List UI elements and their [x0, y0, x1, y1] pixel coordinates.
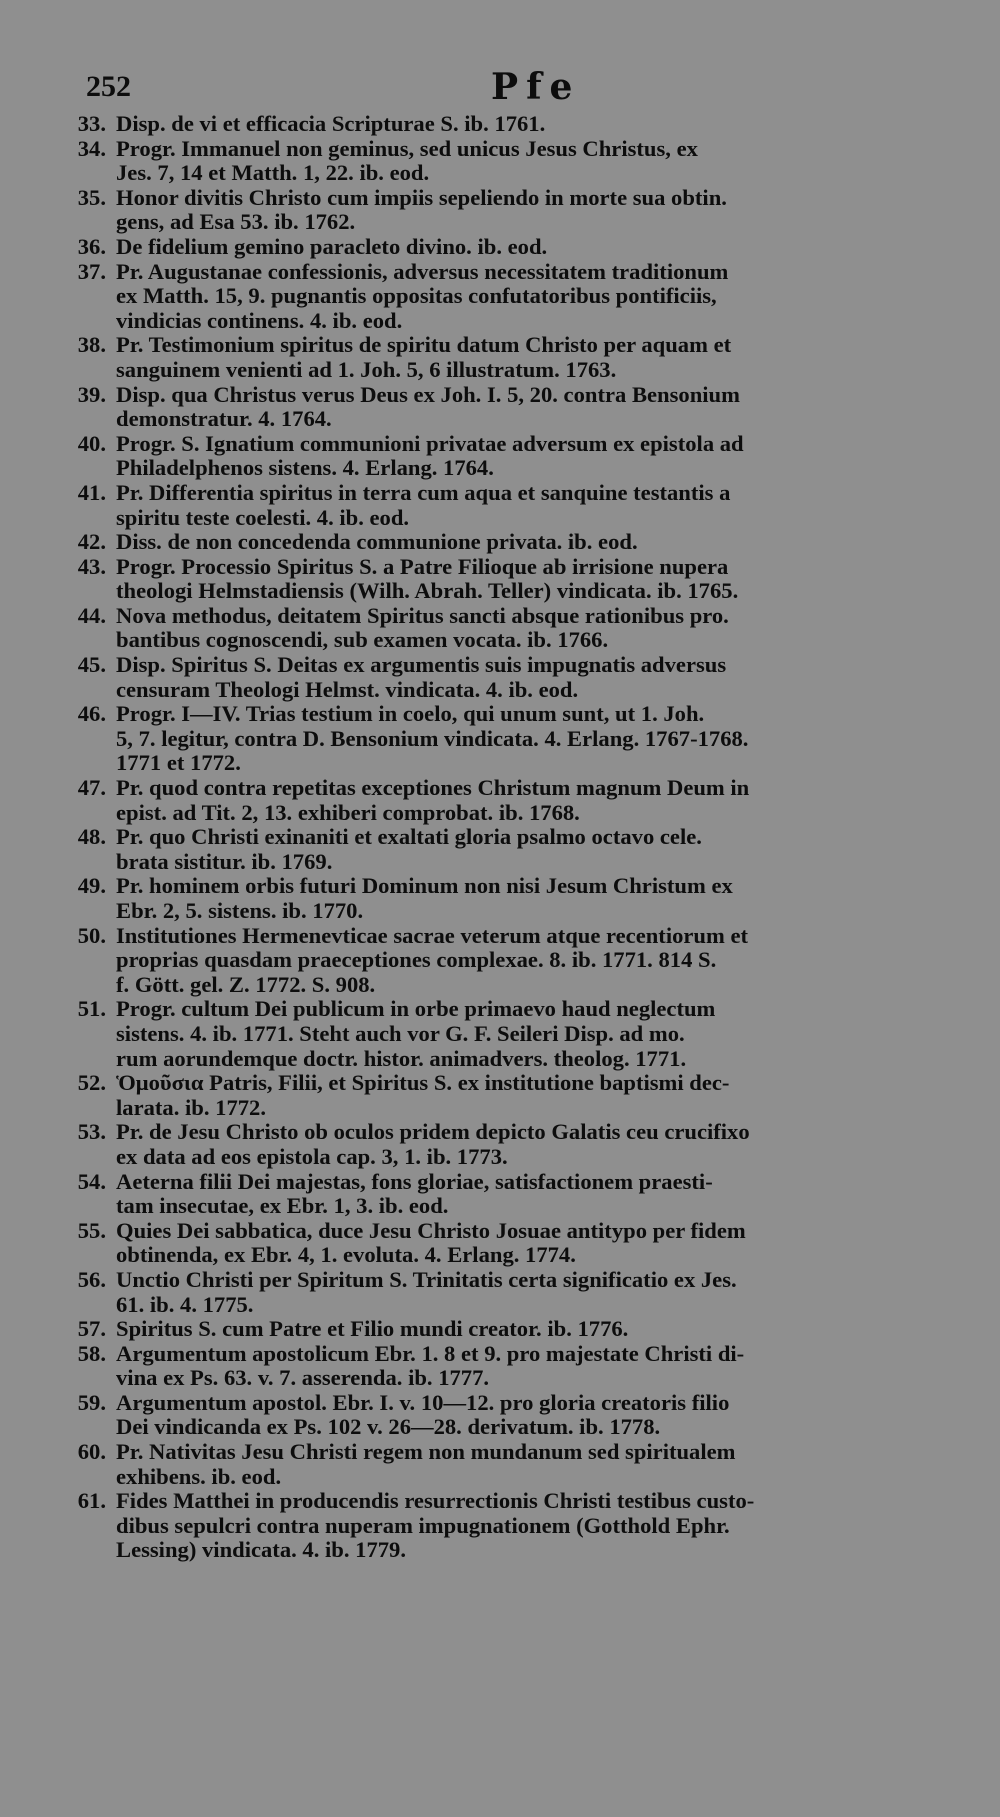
entry-number: 50.: [77, 922, 106, 948]
entry-number: 45.: [77, 652, 106, 678]
bibliography-entry: [50, 235, 962, 260]
entry-text: [116, 1317, 962, 1342]
entry-line: Disp. Spiritus S. Deitas ex argumentis suis impugnatis adversus: [116, 652, 727, 678]
entry-line: Jes. 7, 14 et Matth. 1, 22. ib. eod.: [116, 160, 430, 186]
entry-line: 1771 et 1772.: [116, 750, 241, 776]
entry-line: proprias quasdam praeceptiones complexae. 8. ib. 1771. 814 S.: [116, 947, 717, 973]
entry-number: 40.: [77, 430, 106, 456]
running-head: Pfe: [491, 66, 581, 108]
entry-line: demonstratur. 4. 1764.: [116, 406, 332, 432]
bibliography-entry: [50, 1342, 962, 1391]
entry-text: [116, 604, 962, 653]
bibliography-entry: [50, 1440, 962, 1489]
entry-text: [116, 1489, 962, 1563]
entry-line: Progr. Processio Spiritus S. a Patre Filioque ab irrisione nupera: [116, 553, 729, 579]
entry-line: Aeterna filii Dei majestas, fons gloriae, satisfactionem praesti-: [116, 1168, 713, 1194]
entry-line: Nova methodus, deitatem Spiritus sancti absque rationibus pro.: [116, 602, 729, 628]
entry-line: Pr. Nativitas Jesu Christi regem non mundanum sed spiritualem: [116, 1439, 736, 1465]
entry-line: 5, 7. legitur, contra D. Bensonium vindicata. 4. Erlang. 1767-1768.: [116, 725, 749, 751]
entry-number: 55.: [77, 1217, 106, 1243]
entry-line: Ebr. 2, 5. sistens. ib. 1770.: [116, 898, 364, 923]
entry-number: 34.: [77, 135, 106, 161]
entry-line: De fidelium gemino paracleto divino. ib. eod.: [116, 233, 548, 259]
entry-number: 61.: [77, 1488, 106, 1514]
bibliography-entry: [50, 874, 962, 923]
entry-line: Pr. hominem orbis futuri Dominum non nisi Jesum Christum ex: [116, 873, 733, 899]
entry-number: 44.: [77, 602, 106, 628]
entry-line: Pr. Augustanae confessionis, adversus necessitatem traditionum: [116, 258, 729, 284]
bibliography-entry: [50, 1219, 962, 1268]
entry-text: [116, 653, 962, 702]
bibliography-entry: [50, 383, 962, 432]
entry-number: 53.: [77, 1119, 106, 1145]
entry-text: [116, 1391, 962, 1440]
bibliography-entry: [50, 1268, 962, 1317]
bibliography-entry: [50, 1120, 962, 1169]
bibliography-entry: [50, 997, 962, 1071]
bibliography-entry: [50, 653, 962, 702]
entry-text: [116, 112, 962, 137]
entry-number: 37.: [77, 258, 106, 284]
entry-number: 42.: [77, 529, 106, 555]
entry-text: [116, 924, 962, 998]
entry-line: Diss. de non concedenda communione privata. ib. eod.: [116, 529, 638, 555]
entry-text: [116, 1342, 962, 1391]
entry-line: theologi Helmstadiensis (Wilh. Abrah. Teller) vindicata. ib. 1765.: [116, 578, 739, 604]
entry-number: 43.: [77, 553, 106, 579]
bibliography-entry: [50, 137, 962, 186]
entry-line: Institutiones Hermenevticae sacrae veterum atque recentiorum et: [116, 922, 749, 948]
entry-text: [116, 186, 962, 235]
entry-line: Pr. quo Christi exinaniti et exaltati gloria psalmo octavo cele.: [116, 824, 702, 850]
entry-line: spiritu teste coelesti. 4. ib. eod.: [116, 504, 410, 530]
entry-line: ex data ad eos epistola cap. 3, 1. ib. 1773.: [116, 1143, 508, 1169]
entry-line: gens, ad Esa 53. ib. 1762.: [116, 209, 356, 235]
entry-line: sistens. 4. ib. 1771. Steht auch vor G. F. Seileri Disp. ad mo.: [116, 1020, 685, 1046]
entry-text: [116, 260, 962, 334]
page-header: [86, 66, 976, 110]
bibliography-entry: [50, 186, 962, 235]
entry-number: 38.: [77, 332, 106, 358]
entry-text: [116, 383, 962, 432]
entry-text: [116, 776, 962, 825]
entry-number: 60.: [77, 1439, 106, 1465]
entry-line: Quies Dei sabbatica, duce Jesu Christo Josuae antitypo per fidem: [116, 1217, 746, 1243]
entry-line: Disp. qua Christus verus Deus ex Joh. I. 5, 20. contra Bensonium: [116, 381, 740, 407]
entry-line: Honor divitis Christo cum impiis sepeliendo in morte sua obtin.: [116, 184, 727, 210]
bibliography-list: [50, 112, 962, 1563]
bibliography-entry: [50, 555, 962, 604]
entry-line: brata sistitur. ib. 1769.: [116, 848, 333, 874]
entry-line: tam insecutae, ex Ebr. 1, 3. ib. eod.: [116, 1193, 449, 1219]
entry-number: 57.: [77, 1316, 106, 1342]
entry-line: 61. ib. 4. 1775.: [116, 1291, 254, 1317]
bibliography-entry: [50, 530, 962, 555]
entry-line: Philadelphenos sistens. 4. Erlang. 1764.: [116, 455, 494, 481]
entry-number: 58.: [77, 1340, 106, 1366]
entry-text: [116, 825, 962, 874]
entry-line: Pr. Testimonium spiritus de spiritu datum Christo per aquam et: [116, 332, 732, 358]
entry-line: Progr. Immanuel non geminus, sed unicus Jesus Christus, ex: [116, 135, 698, 161]
entry-line: Pr. quod contra repetitas exceptiones Christum magnum Deum in: [116, 775, 750, 801]
entry-line: Dei vindicanda ex Ps. 102 v. 26—28. derivatum. ib. 1778.: [116, 1414, 661, 1440]
entry-line: Progr. I—IV. Trias testium in coelo, qui unum sunt, ut 1. Joh.: [116, 701, 705, 727]
entry-line: ex Matth. 15, 9. pugnantis oppositas confutatoribus pontificiis,: [116, 283, 717, 309]
bibliography-entry: [50, 112, 962, 137]
entry-number: 35.: [77, 184, 106, 210]
entry-line: vina ex Ps. 63. v. 7. asserenda. ib. 1777.: [116, 1365, 490, 1391]
entry-line: Ὁμοῦσια Patris, Filii, et Spiritus S. ex institutione baptismi dec-: [116, 1070, 730, 1096]
entry-line: Pr. de Jesu Christo ob oculos pridem depicto Galatis ceu crucifixo: [116, 1119, 750, 1145]
entry-text: [116, 530, 962, 555]
entry-text: [116, 333, 962, 382]
bibliography-entry: [50, 604, 962, 653]
entry-line: Progr. cultum Dei publicum in orbe primaevo haud neglectum: [116, 996, 716, 1022]
entry-line: epist. ad Tit. 2, 13. exhiberi comprobat. ib. 1768.: [116, 799, 580, 825]
entry-line: Progr. S. Ignatium communioni privatae adversum ex epistola ad: [116, 430, 744, 456]
entry-text: [116, 481, 962, 530]
entry-text: [116, 1170, 962, 1219]
entry-line: Spiritus S. cum Patre et Filio mundi creator. ib. 1776.: [116, 1316, 629, 1342]
entry-line: Lessing) vindicata. 4. ib. 1779.: [116, 1537, 406, 1563]
entry-line: censuram Theologi Helmst. vindicata. 4. ib. eod.: [116, 676, 579, 702]
entry-line: vindicias continens. 4. ib. eod.: [116, 307, 403, 333]
entry-text: [116, 137, 962, 186]
entry-number: 36.: [77, 233, 106, 259]
entry-line: dibus sepulcri contra nuperam impugnationem (Gotthold Ephr.: [116, 1512, 730, 1538]
bibliography-entry: [50, 333, 962, 382]
entry-line: larata. ib. 1772.: [116, 1094, 266, 1120]
entry-text: [116, 1440, 962, 1489]
page-number: 252: [86, 70, 131, 103]
bibliography-entry: [50, 432, 962, 481]
entry-number: 48.: [77, 824, 106, 850]
entry-text: [116, 432, 962, 481]
bibliography-entry: [50, 260, 962, 334]
entry-number: 46.: [77, 701, 106, 727]
entry-line: sanguinem venienti ad 1. Joh. 5, 6 illustratum. 1763.: [116, 356, 617, 382]
bibliography-entry: [50, 924, 962, 998]
entry-text: [116, 555, 962, 604]
bibliography-entry: [50, 1170, 962, 1219]
entry-number: 39.: [77, 381, 106, 407]
bibliography-entry: [50, 825, 962, 874]
entry-line: exhibens. ib. eod.: [116, 1463, 282, 1489]
entry-number: 56.: [77, 1266, 106, 1292]
entry-text: [116, 1219, 962, 1268]
entry-line: bantibus cognoscendi, sub examen vocata. ib. 1766.: [116, 627, 609, 653]
entry-line: Pr. Differentia spiritus in terra cum aqua et sanquine testantis a: [116, 479, 731, 505]
entry-number: 54.: [77, 1168, 106, 1194]
entry-number: 52.: [77, 1070, 106, 1096]
entry-line: rum aorundemque doctr. histor. animadvers. theolog. 1771.: [116, 1045, 687, 1071]
entry-text: [116, 997, 962, 1071]
entry-line: obtinenda, ex Ebr. 4, 1. evoluta. 4. Erlang. 1774.: [116, 1242, 576, 1268]
entry-line: Fides Matthei in producendis resurrectionis Christi testibus custo-: [116, 1488, 755, 1514]
bibliography-entry: [50, 1391, 962, 1440]
entry-number: 59.: [77, 1389, 106, 1415]
entry-line: f. Gött. gel. Z. 1772. S. 908.: [116, 971, 376, 997]
entry-text: [116, 702, 962, 776]
bibliography-entry: [50, 481, 962, 530]
bibliography-entry: [50, 1317, 962, 1342]
bibliography-entry: [50, 702, 962, 776]
entry-text: [116, 1071, 962, 1120]
entry-line: Argumentum apostolicum Ebr. 1. 8 et 9. pro majestate Christi di-: [116, 1340, 745, 1366]
bibliography-entry: [50, 1489, 962, 1563]
entry-number: 33.: [77, 111, 106, 136]
entry-number: 49.: [77, 873, 106, 899]
entry-text: [116, 235, 962, 260]
entry-number: 41.: [77, 479, 106, 505]
entry-number: 47.: [77, 775, 106, 801]
bibliography-entry: [50, 1071, 962, 1120]
entry-line: Disp. de vi et efficacia Scripturae S. ib. 1761.: [116, 111, 546, 136]
entry-text: [116, 874, 962, 923]
entry-line: Unctio Christi per Spiritum S. Trinitatis certa significatio ex Jes.: [116, 1266, 737, 1292]
bibliography-entry: [50, 776, 962, 825]
entry-number: 51.: [77, 996, 106, 1022]
entry-text: [116, 1120, 962, 1169]
entry-text: [116, 1268, 962, 1317]
entry-line: Argumentum apostol. Ebr. I. v. 10—12. pro gloria creatoris filio: [116, 1389, 730, 1415]
